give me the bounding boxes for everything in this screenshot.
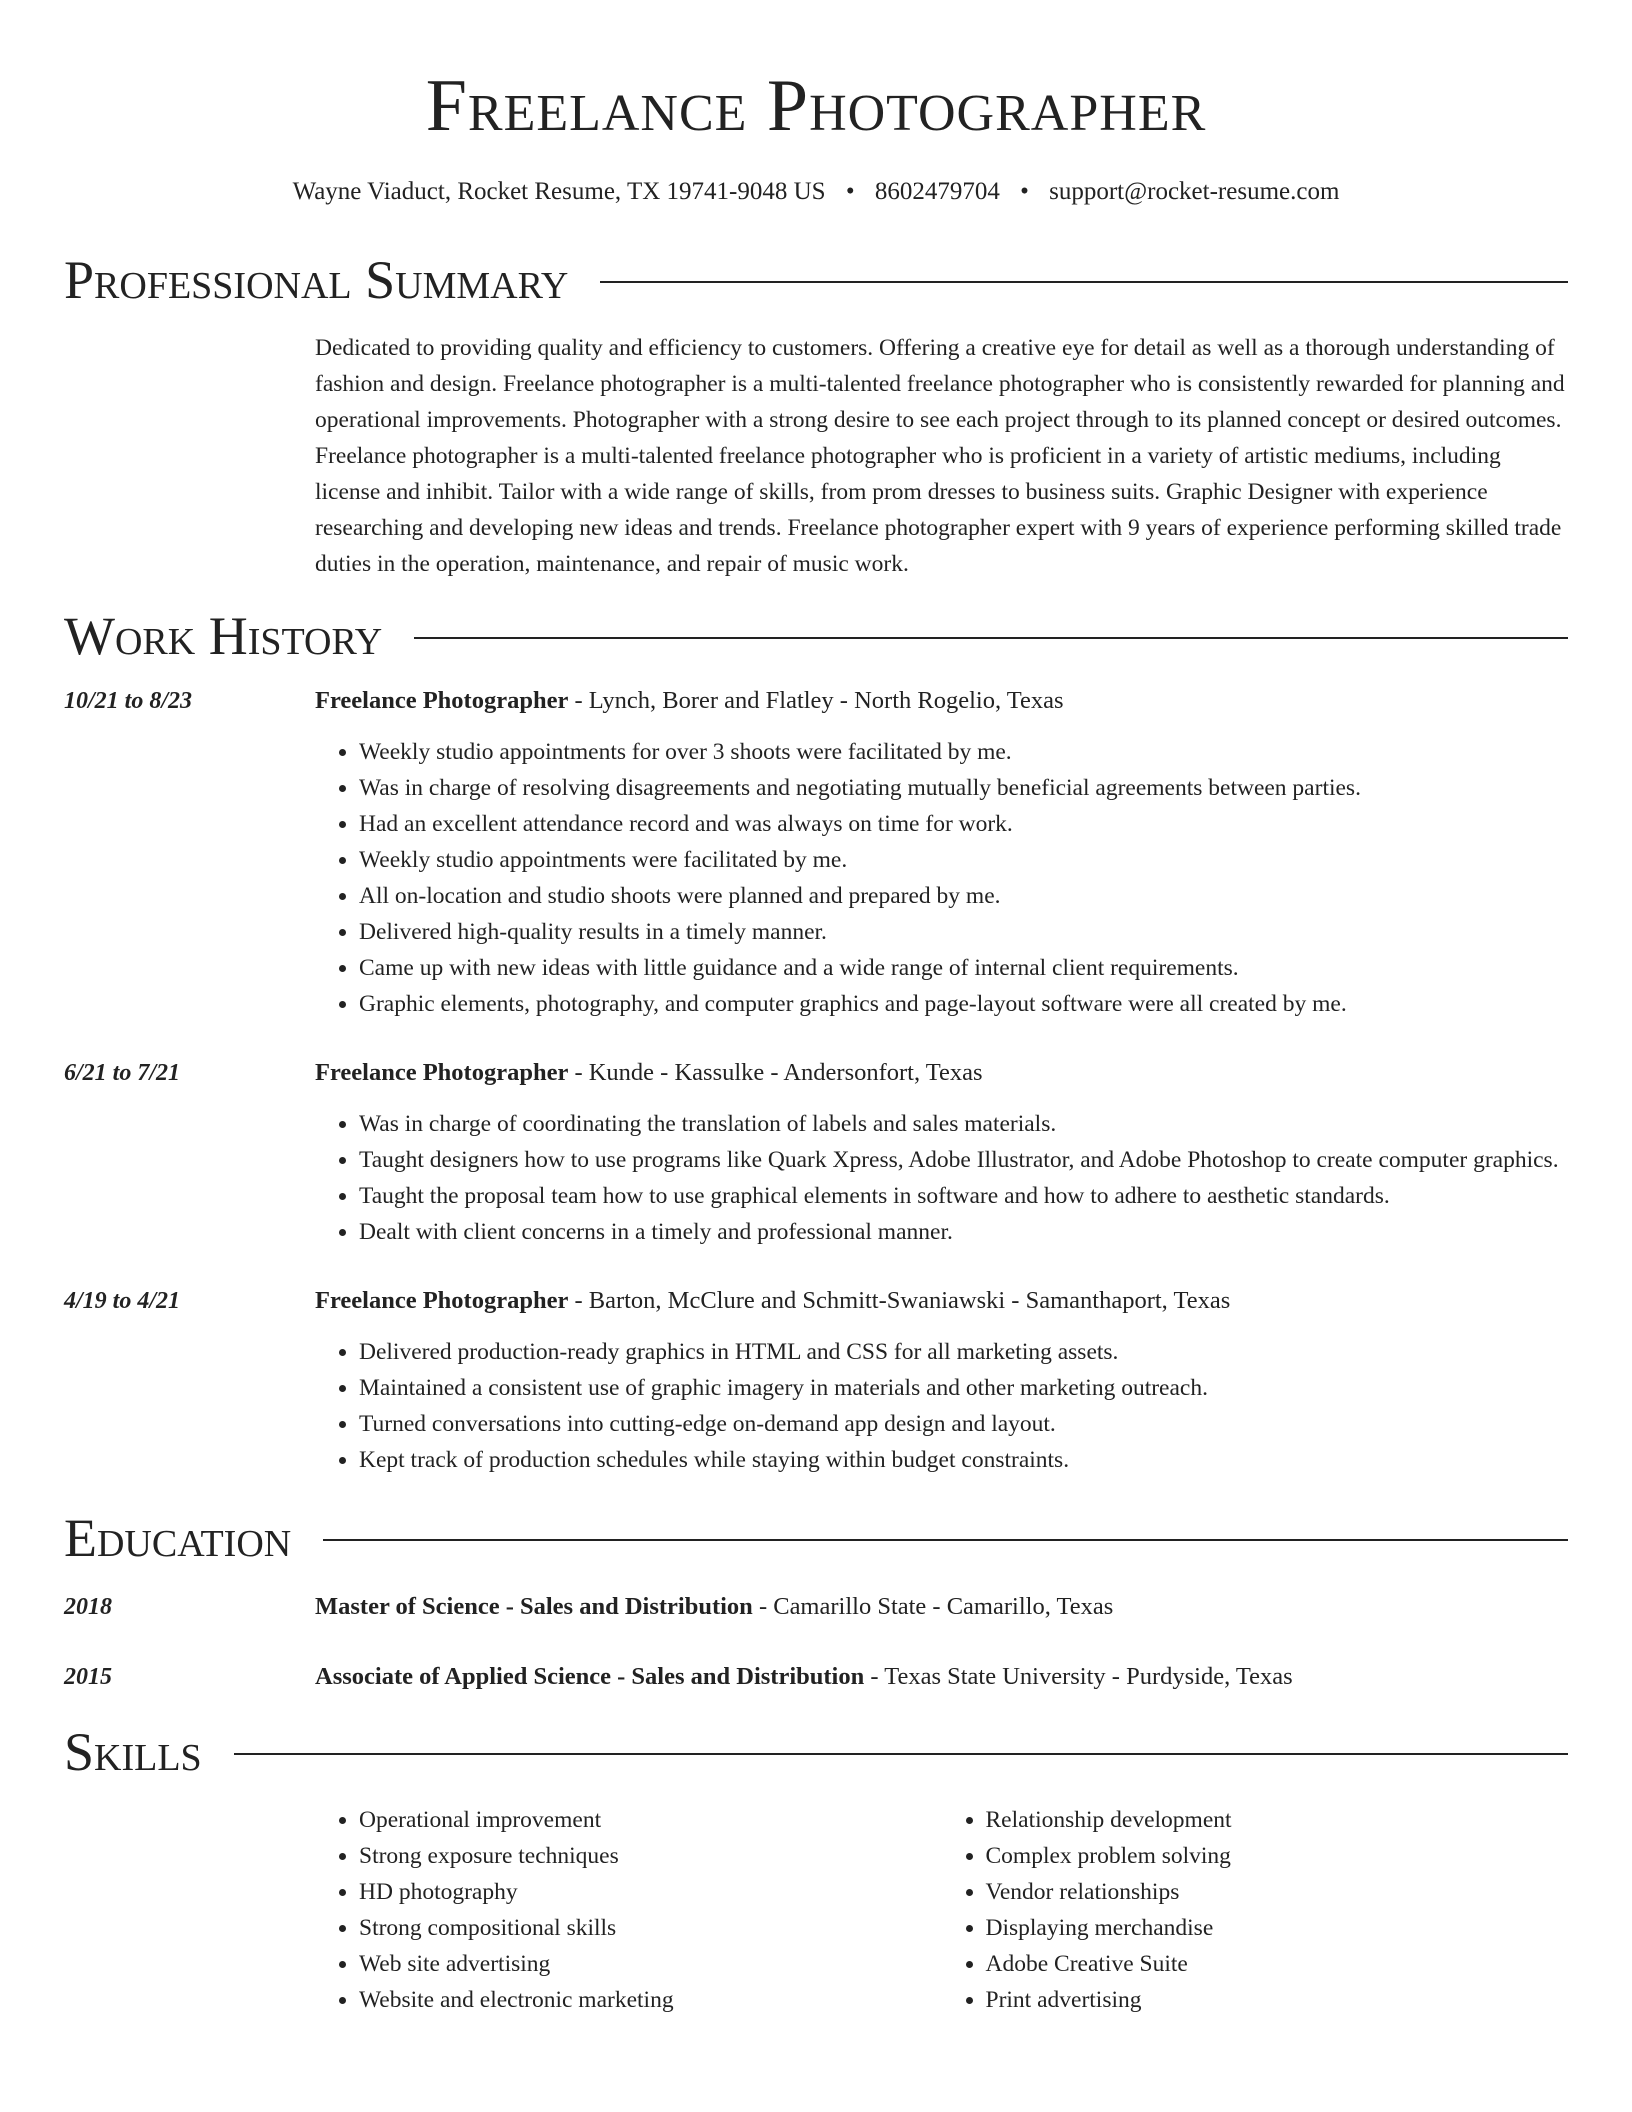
skill-item: • Adobe Creative Suite xyxy=(986,1946,1569,1982)
work-bullet: • Came up with new ideas with little guidance and a wide range of internal client requirements. xyxy=(359,950,1568,986)
work-dates: 6/21 to 7/21 xyxy=(64,1060,181,1086)
section-work-heading xyxy=(64,604,1568,668)
work-bullet: • Kept track of production schedules while staying within budget constraints. xyxy=(359,1442,1568,1478)
work-bullet: • Turned conversations into cutting-edge on-demand app design and layout. xyxy=(359,1406,1568,1442)
contact-separator: • xyxy=(845,178,855,205)
work-bullet: • Weekly studio appointments were facilitated by me. xyxy=(359,842,1568,878)
skill-item: • Web site advertising xyxy=(359,1946,942,1982)
work-title-line xyxy=(315,1284,1568,1318)
degree-name: Associate of Applied Science - Sales and Distribution xyxy=(315,1663,865,1690)
job-employer-location: - Barton, McClure and Schmitt-Swaniawski - Samanthaport, Texas xyxy=(568,1287,1231,1314)
education-entry xyxy=(64,1660,1568,1694)
section-summary-heading xyxy=(64,248,1568,312)
work-bullet: • Delivered production-ready graphics in HTML and CSS for all marketing assets. xyxy=(359,1334,1568,1370)
section-education-heading xyxy=(64,1506,1568,1570)
skill-item: • Website and electronic marketing xyxy=(359,1982,942,2018)
work-bullet: • Delivered high-quality results in a timely manner. xyxy=(359,914,1568,950)
work-title-line xyxy=(315,1056,1568,1090)
section-divider xyxy=(414,637,1568,639)
work-history-list xyxy=(64,684,1568,1478)
skill-item: • Relationship development xyxy=(986,1802,1569,1838)
section-title: Professional Summary xyxy=(64,250,569,310)
education-year: 2018 xyxy=(64,1594,112,1620)
education-entry xyxy=(64,1590,1568,1624)
section-divider xyxy=(234,1753,1568,1755)
contact-email: support@rocket-resume.com xyxy=(1049,178,1340,205)
skills-list-right xyxy=(942,1802,1569,2018)
skills-list-left xyxy=(315,1802,942,2018)
contact-line xyxy=(64,176,1568,208)
contact-separator: • xyxy=(1020,178,1029,205)
work-dates: 10/21 to 8/23 xyxy=(64,688,193,714)
section-title: Work History xyxy=(64,606,383,666)
work-bullet: • Dealt with client concerns in a timely and professional manner. xyxy=(359,1214,1568,1250)
education-content xyxy=(315,1660,1568,1694)
work-bullet: • Taught designers how to use programs like Quark Xpress, Adobe Illustrator, and Adobe Photoshop to create computer graphics. xyxy=(359,1142,1568,1178)
job-title: Freelance Photographer xyxy=(315,687,569,714)
section-skills-heading xyxy=(64,1720,1568,1784)
job-title: Freelance Photographer xyxy=(315,1287,569,1314)
job-title: Freelance Photographer xyxy=(315,1059,569,1086)
work-bullet: • Graphic elements, photography, and computer graphics and page-layout software were all created by me. xyxy=(359,986,1568,1022)
work-bullet: • Weekly studio appointments for over 3 shoots were facilitated by me. xyxy=(359,734,1568,770)
work-bullets xyxy=(315,734,1568,1022)
work-bullet: • Taught the proposal team how to use graphical elements in software and how to adhere to aesthetic standards. xyxy=(359,1178,1568,1214)
skill-item: • Displaying merchandise xyxy=(986,1910,1569,1946)
contact-phone: 8602479704 xyxy=(874,178,1000,205)
work-entry xyxy=(64,684,1568,1022)
section-title: Education xyxy=(64,1508,292,1568)
skill-item: • HD photography xyxy=(359,1874,942,1910)
education-title-line xyxy=(315,1660,1568,1694)
education-list xyxy=(64,1590,1568,1694)
skills-columns xyxy=(315,1802,1568,2018)
education-content xyxy=(315,1590,1568,1624)
work-entry xyxy=(64,1284,1568,1478)
work-bullet: • All on-location and studio shoots were planned and prepared by me. xyxy=(359,878,1568,914)
work-content xyxy=(315,1056,1568,1250)
work-entry xyxy=(64,1056,1568,1250)
skill-item: • Strong compositional skills xyxy=(359,1910,942,1946)
skill-item: • Strong exposure techniques xyxy=(359,1838,942,1874)
contact-address: Wayne Viaduct, Rocket Resume, TX 19741-9048 US xyxy=(292,178,826,205)
work-dates: 4/19 to 4/21 xyxy=(64,1288,181,1314)
skill-item: • Complex problem solving xyxy=(986,1838,1569,1874)
work-content xyxy=(315,1284,1568,1478)
work-bullet: • Was in charge of resolving disagreements and negotiating mutually beneficial agreements between parties. xyxy=(359,770,1568,806)
school-location: - Texas State University - Purdyside, Texas xyxy=(864,1663,1293,1690)
work-bullets xyxy=(315,1334,1568,1478)
skill-item: • Print advertising xyxy=(986,1982,1569,2018)
job-employer-location: - Kunde - Kassulke - Andersonfort, Texas xyxy=(568,1059,983,1086)
skill-item: • Operational improvement xyxy=(359,1802,942,1838)
section-divider xyxy=(323,1539,1568,1541)
work-bullet: • Had an excellent attendance record and was always on time for work. xyxy=(359,806,1568,842)
section-title: Skills xyxy=(64,1722,202,1782)
work-bullet: • Was in charge of coordinating the translation of labels and sales materials. xyxy=(359,1106,1568,1142)
job-employer-location: - Lynch, Borer and Flatley - North Rogelio, Texas xyxy=(568,687,1064,714)
skill-item: • Vendor relationships xyxy=(986,1874,1569,1910)
work-title-line xyxy=(315,684,1568,718)
school-location: - Camarillo State - Camarillo, Texas xyxy=(752,1593,1114,1620)
work-bullets xyxy=(315,1106,1568,1250)
work-bullet: • Maintained a consistent use of graphic imagery in materials and other marketing outreach. xyxy=(359,1370,1568,1406)
summary-text: Dedicated to providing quality and efficiency to customers. Offering a creative eye for detail as well as a thorough understanding of fashion and design. Freelance photographer is a multi-talented freelance photographer who is consistently rewarded for planning and operational improvements. Photographer with a strong desire to see each project through to its planned concept or desired outcomes. Freelance photographer is a multi-talented freelance photographer who is proficient in a variety of artistic mediums, including license and inhibit. Tailor with a wide range of skills, from prom dresses to business suits. Graphic Designer with experience researching and developing new ideas and trends. Freelance photographer expert with 9 years of experience performing skilled trade duties in the operation, maintenance, and repair of music work. xyxy=(315,335,1565,577)
resume-name: Freelance Photographer xyxy=(425,65,1207,147)
education-year: 2015 xyxy=(64,1664,112,1690)
section-divider xyxy=(600,281,1568,283)
degree-name: Master of Science - Sales and Distribution xyxy=(315,1593,753,1620)
work-content xyxy=(315,684,1568,1022)
education-title-line xyxy=(315,1590,1568,1624)
